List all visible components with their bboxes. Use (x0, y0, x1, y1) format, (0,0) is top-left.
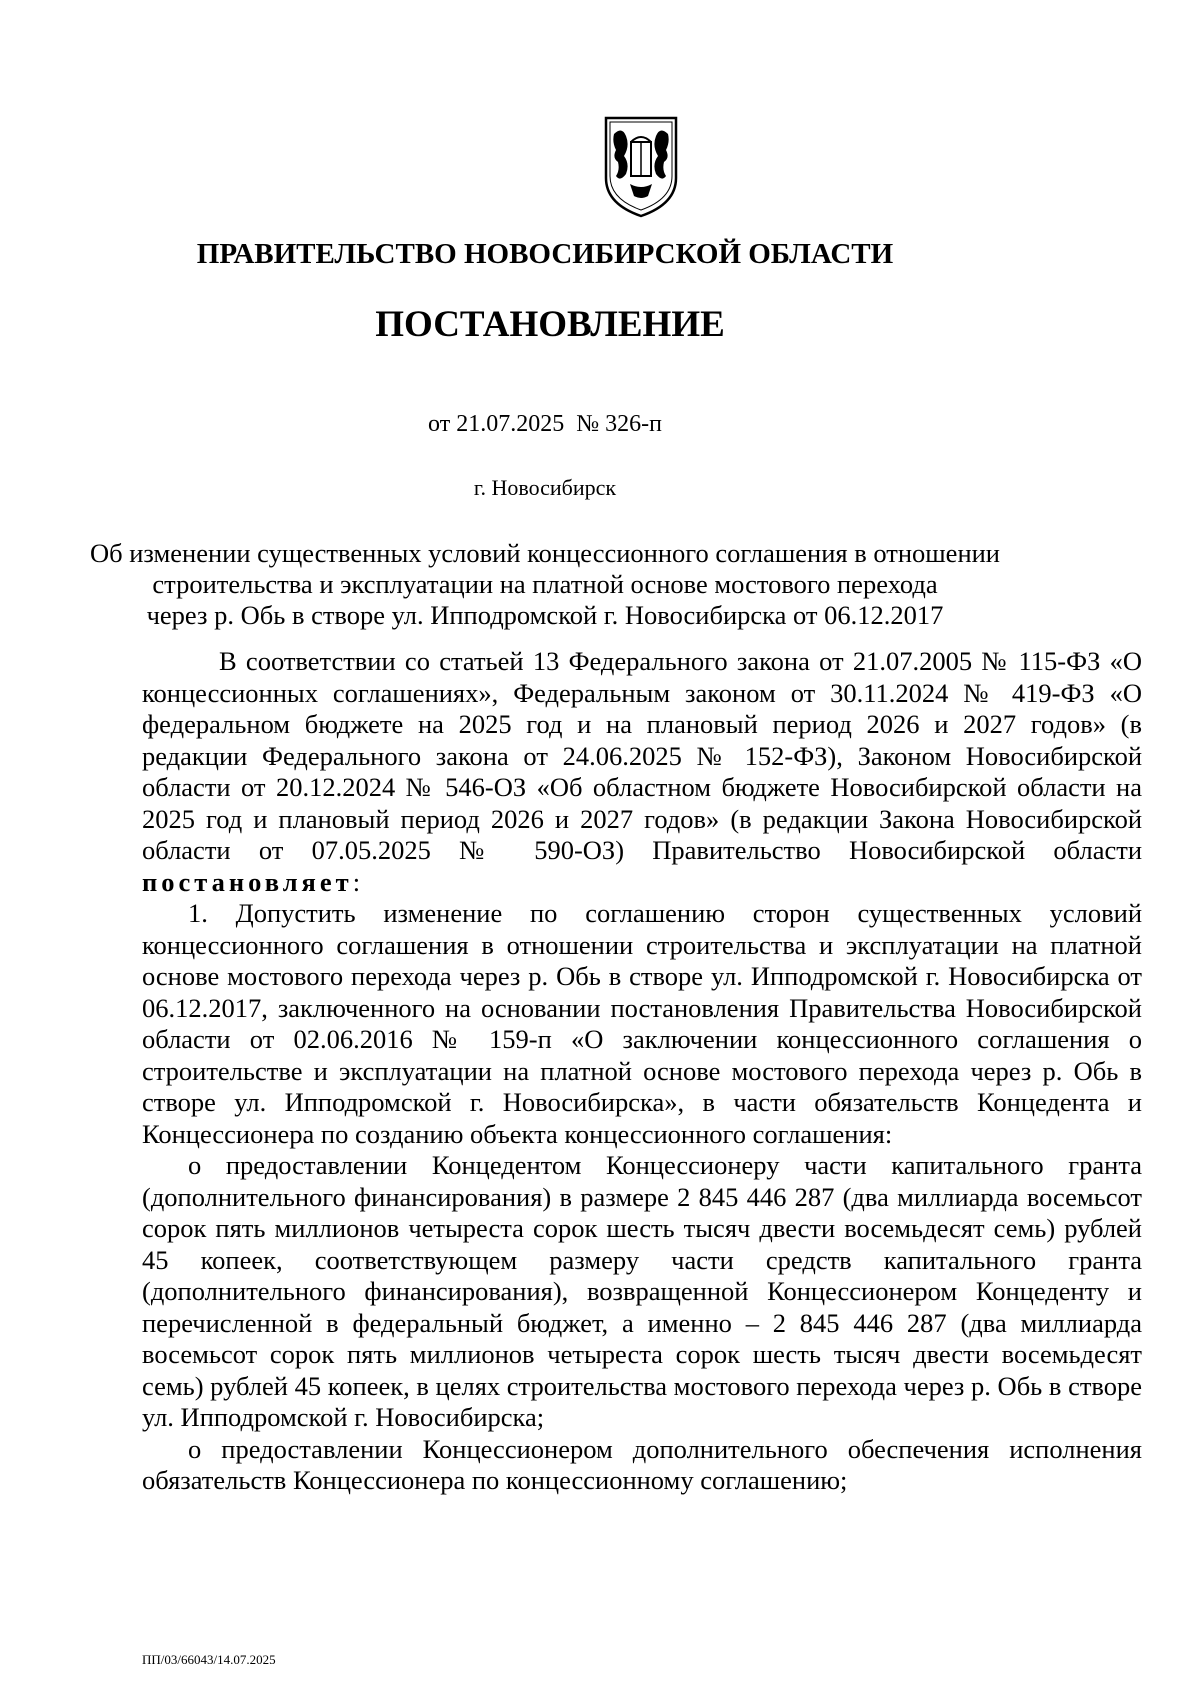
footer-document-code: ПП/03/66043/14.07.2025 (142, 1652, 276, 1667)
subject-line: Об изменении существенных условий концессионного соглашения в отношении (90, 538, 1000, 568)
document-subject (0, 538, 1145, 631)
decree-word: постановляет (142, 866, 353, 897)
sub-item-capital-grant: о предоставлении Концедентом Концессионеру части капитального гранта (дополнительного финансирования) в размере 2 845 446 287 (два миллиарда восемьсот сорок пять миллионов четыреста сорок шесть тысяч двести восемьдесят семь) рублей 45 копеек, соответствующем размеру части средств капитального гранта (дополнительного финансирования), возвращенной Концессионером Концеденту и перечисленной в федеральный бюджет, а именно – 2 845 446 287 (два миллиарда восемьсот сорок пять миллионов четыреста сорок шесть тысяч двести восемьдесят семь) рублей 45 копеек, в целях строительства мостового перехода через р. Обь в створе ул. Ипподромской г. Новосибирска; (142, 1150, 1142, 1432)
item-1-paragraph: 1. Допустить изменение по соглашению сторон существенных условий концессионного соглашения в отношении строительства и эксплуатации на платной основе мостового перехода через р. Обь в створе ул. Ипподромской г. Новосибирска от 06.12.2017, заключенного на основании постановления Правительства Новосибирской области от 02.06.2016 № 159-п «О заключении концессионного соглашения о строительстве и эксплуатации на платной основе мостового перехода через р. Обь в створе ул. Ипподромской г. Новосибирска», в части обязательств Концедента и Концессионера по созданию объекта концессионного соглашения: (142, 898, 1142, 1149)
government-name: ПРАВИТЕЛЬСТВО НОВОСИБИРСКОЙ ОБЛАСТИ (196, 238, 894, 270)
preamble-paragraph: В соответствии со статьей 13 Федерального закона от 21.07.2005 № 115-ФЗ «О концессионных соглашениях», Федеральным законом от 30.11.2024 № 419-ФЗ «О федеральном бюджете на 2025 год и на плановый период 2026 и 2027 годов» (в редакции Федерального закона от 24.06.2025 № 152-ФЗ), Законом Новосибирской области от 20.12.2024 № 546-ОЗ «Об областном бюджете Новосибирской области на 2025 год и плановый период 2026 и 2027 годов» (в редакции Закона Новосибирской области от 07.05.2025 № 590-ОЗ) Правительство Новосибирской области постановляет: (142, 646, 1142, 897)
document-type-title: ПОСТАНОВЛЕНИЕ (375, 304, 725, 345)
subject-line: строительства и эксплуатации на платной основе мостового перехода (152, 569, 938, 599)
date-and-number: от 21.07.2025 № 326-п (428, 411, 662, 437)
coat-of-arms-emblem (600, 112, 682, 220)
city-name: г. Новосибирск (473, 475, 617, 500)
document-body (142, 646, 1142, 1497)
sub-item-additional-security: о предоставлении Концессионером дополнительного обеспечения исполнения обязательств Концессионера по концессионному соглашению; (142, 1433, 1142, 1495)
subject-line: через р. Обь в створе ул. Ипподромской г. Новосибирска от 06.12.2017 (146, 600, 944, 630)
